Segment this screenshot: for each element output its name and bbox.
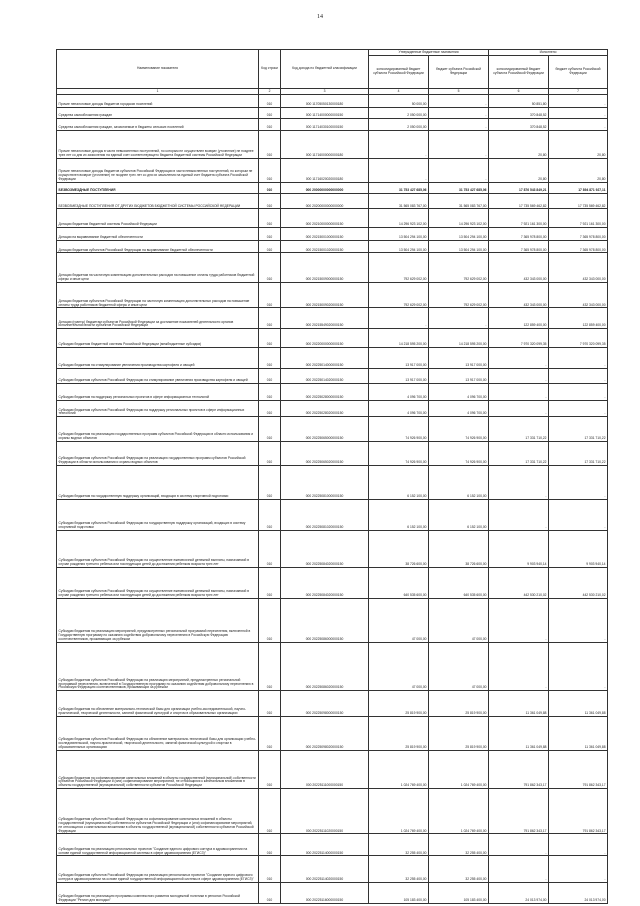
row-executed-subject: 7 365 978 800,00 bbox=[549, 228, 608, 241]
row-executed-subject: 432 343 000,00 bbox=[549, 253, 608, 283]
table-row bbox=[57, 209, 608, 228]
row-approved-cons: 2 050 000,00 bbox=[369, 108, 429, 119]
row-approved-subject: 1 024 769 400,00 bbox=[429, 750, 489, 789]
row-kbk: 000 11705050130000180 bbox=[281, 95, 369, 108]
table-row bbox=[57, 691, 608, 716]
row-kbk: 000 20225014000000150 bbox=[281, 348, 369, 369]
row-executed-subject: - bbox=[549, 598, 608, 642]
row-approved-cons: - bbox=[369, 158, 429, 182]
row-executed-subject: 20,80 bbox=[549, 158, 608, 182]
row-kbk: 000 11714000000000150 bbox=[281, 108, 369, 119]
row-executed-cons: 24 013 974,00 bbox=[489, 882, 549, 903]
row-approved-subject: - bbox=[429, 308, 489, 329]
row-kbk: 000 20210000000000150 bbox=[281, 209, 369, 228]
row-approved-cons: 14 296 923 102,00 bbox=[369, 209, 429, 228]
row-code: 010 bbox=[259, 856, 281, 882]
row-code: 010 bbox=[259, 789, 281, 834]
table-row bbox=[57, 384, 608, 401]
table-row bbox=[57, 750, 608, 789]
row-approved-cons: 47 000,00 bbox=[369, 598, 429, 642]
row-name: Субсидии бюджетам на реализацию государственных программ субъектов Российской Федерации в области использования и охраны водных объектов bbox=[57, 417, 259, 441]
row-executed-cons: - bbox=[489, 465, 549, 499]
row-name: Субсидии бюджетам на реализацию мероприятий, предусмотренных региональной программой переселения, включенной в Государственную программу по оказанию содействия добровольному переселению в Российскую Федерацию соотечественников, проживающих за рубежом bbox=[57, 598, 259, 642]
row-name: Субсидии бюджетам на реализацию программы комплексного развития молодежной политики в регионах Российской Федерации "Регион для молодых" bbox=[57, 882, 259, 903]
row-approved-cons: 13 917 000,00 bbox=[369, 368, 429, 383]
row-executed-cons: 7 970 320 099,35 bbox=[489, 329, 549, 348]
row-name: Дотации на выравнивание бюджетной обеспеченности bbox=[57, 228, 259, 241]
row-approved-subject: 640 535 600,00 bbox=[429, 568, 489, 599]
row-approved-subject: 6 152 100,00 bbox=[429, 465, 489, 499]
row-code: 010 bbox=[259, 568, 281, 599]
row-approved-cons: 74 926 900,00 bbox=[369, 441, 429, 465]
row-kbk: 000 20215549020000150 bbox=[281, 308, 369, 329]
row-code: 010 bbox=[259, 348, 281, 369]
row-name: Прочие неналоговые доходы бюджетов субъектов Российской Федерации в части невыясненных поступлений, по которым не осуществлен возврат (уточнение) не позднее трех лет со дня их зачисления на единый счет бюджета субъекта Российской Федерации bbox=[57, 158, 259, 182]
header-approved: Утвержденные бюджетные назначения bbox=[369, 50, 489, 56]
table-row bbox=[57, 368, 608, 383]
row-kbk: 000 20225065000000150 bbox=[281, 417, 369, 441]
table-row bbox=[57, 228, 608, 241]
row-executed-subject: - bbox=[549, 465, 608, 499]
row-name: Субсидии бюджетам на обновление материально-технической базы для организации учебно-исследовательской, научно-практической, творческой деятельности, занятий физической культурой и спортом в образовательных организациях bbox=[57, 691, 259, 716]
row-approved-cons: 640 535 600,00 bbox=[369, 568, 429, 599]
row-executed-cons: 122 859 400,00 bbox=[489, 308, 549, 329]
row-executed-cons: 11 361 049,88 bbox=[489, 716, 549, 750]
row-name: Средства самообложения граждан, зачисляемые в бюджеты сельских поселений bbox=[57, 119, 259, 131]
row-executed-subject: 7 970 320 099,35 bbox=[549, 329, 608, 348]
row-approved-subject: - bbox=[429, 108, 489, 119]
row-executed-cons: 791 862 343,17 bbox=[489, 789, 549, 834]
row-name: Субсидии бюджетам субъектов Российской Федерации на осуществление ежемесячной денежной выплаты, назначаемой в случае рождения третьего ребенка или последующих детей до достижения ребенком возраста трех лет bbox=[57, 568, 259, 599]
row-executed-cons: 20,80 bbox=[489, 131, 549, 159]
row-executed-subject: - bbox=[549, 834, 608, 856]
row-code: 010 bbox=[259, 441, 281, 465]
row-name: Субсидии бюджетам на реализацию региональных проектов "Создание единого цифрового контура в здравоохранении на основе единой государственной информационной системы в сфере здравоохранения (ЕГИСЗ)" bbox=[57, 834, 259, 856]
row-code: 010 bbox=[259, 642, 281, 690]
row-approved-cons: 50 000,00 bbox=[369, 95, 429, 108]
row-executed-cons: 17 735 569 462,82 bbox=[489, 194, 549, 209]
row-name: БЕЗВОЗМЕЗДНЫЕ ПОСТУПЛЕНИЯ bbox=[57, 183, 259, 194]
header-executed: Исполнено bbox=[489, 50, 608, 56]
row-name: Субсидии бюджетам на поддержку региональных проектов в сфере информационных технологий bbox=[57, 384, 259, 401]
column-number: 1 bbox=[57, 89, 259, 95]
row-kbk: 000 20215009000000150 bbox=[281, 253, 369, 283]
row-name: Субсидии бюджетам субъектов Российской Федерации на обновление материально-технической базы для организации учебно-исследовательской, научно-практической, творческой деятельности, занятий физической культурой и спортом в образовательных организациях bbox=[57, 716, 259, 750]
row-approved-cons: 6 152 100,00 bbox=[369, 499, 429, 530]
row-executed-cons: 11 361 049,88 bbox=[489, 691, 549, 716]
header-approved-subject: бюджет субъекта Российской Федерации bbox=[429, 56, 489, 89]
header-code: Код строки bbox=[259, 50, 281, 89]
row-approved-cons: - bbox=[369, 131, 429, 159]
row-kbk: 000 20225084020000150 bbox=[281, 530, 369, 567]
row-approved-subject: 32 255 400,00 bbox=[429, 856, 489, 882]
row-approved-cons: 32 255 400,00 bbox=[369, 834, 429, 856]
table-row bbox=[57, 183, 608, 194]
row-kbk: 000 20215001020000150 bbox=[281, 241, 369, 253]
row-approved-subject: 25 819 900,00 bbox=[429, 691, 489, 716]
row-approved-subject: 13 504 294 100,00 bbox=[429, 241, 489, 253]
row-approved-subject: - bbox=[429, 119, 489, 131]
row-kbk: 000 20225065020000150 bbox=[281, 441, 369, 465]
row-kbk: 000 20225086020000150 bbox=[281, 642, 369, 690]
row-approved-subject: 74 926 900,00 bbox=[429, 417, 489, 441]
row-kbk: 000 20000000000000000 bbox=[281, 183, 369, 194]
column-number: 2 bbox=[259, 89, 281, 95]
page-number: 14 bbox=[317, 14, 323, 20]
row-executed-cons: 7 365 978 800,00 bbox=[489, 228, 549, 241]
row-executed-cons: - bbox=[489, 368, 549, 383]
row-name: Субсидии бюджетам субъектов Российской Федерации на поддержку региональных проектов в сфере информационных технологий bbox=[57, 400, 259, 417]
column-number: 5 bbox=[429, 89, 489, 95]
row-approved-subject: 31 753 427 685,06 bbox=[429, 183, 489, 194]
row-kbk: 000 20215001000000150 bbox=[281, 228, 369, 241]
row-approved-cons: 13 917 000,00 bbox=[369, 348, 429, 369]
table-row bbox=[57, 283, 608, 308]
table-row bbox=[57, 642, 608, 690]
row-executed-subject: - bbox=[549, 856, 608, 882]
row-code: 010 bbox=[259, 241, 281, 253]
row-approved-subject: 74 926 900,00 bbox=[429, 441, 489, 465]
table-row bbox=[57, 308, 608, 329]
row-approved-subject: 32 255 400,00 bbox=[429, 834, 489, 856]
row-kbk: 000 20225111020000150 bbox=[281, 789, 369, 834]
column-number: 7 bbox=[549, 89, 608, 95]
row-executed-cons: - bbox=[489, 384, 549, 401]
row-executed-subject: 9 903 940,14 bbox=[549, 530, 608, 567]
row-approved-subject: 1 024 769 400,00 bbox=[429, 789, 489, 834]
row-approved-cons: 32 255 400,00 bbox=[369, 856, 429, 882]
row-executed-subject: 24 013 974,00 bbox=[549, 882, 608, 903]
table-row bbox=[57, 158, 608, 182]
row-kbk: 000 20225028000000150 bbox=[281, 384, 369, 401]
row-executed-cons: - bbox=[489, 348, 549, 369]
row-name: Субсидии бюджетам на стимулирование увеличения производства картофеля и овощей bbox=[57, 348, 259, 369]
row-approved-subject: 47 000,00 bbox=[429, 598, 489, 642]
row-name: Прочие неналоговые доходы бюджетов городских поселений bbox=[57, 95, 259, 108]
row-kbk: 000 20225014020000150 bbox=[281, 368, 369, 383]
row-name: Субсидии бюджетам субъектов Российской Федерации на софинансирование капитальных вложений в объекты государственной (муниципальной) собственности субъектов Российской Федерации и (или) софинансирование мероприятий, не относящихся к капитальным вложениям в объекты государственной (муниципальной) собственности субъектов Российской Федерации bbox=[57, 789, 259, 834]
row-executed-cons: - bbox=[489, 642, 549, 690]
row-approved-cons: - bbox=[369, 308, 429, 329]
row-approved-subject: 4 096 700,00 bbox=[429, 384, 489, 401]
table-row bbox=[57, 499, 608, 530]
row-code: 010 bbox=[259, 384, 281, 401]
row-approved-cons: 4 096 700,00 bbox=[369, 384, 429, 401]
row-approved-cons: 4 096 700,00 bbox=[369, 400, 429, 417]
row-executed-cons: 432 343 000,00 bbox=[489, 283, 549, 308]
row-approved-cons: 47 000,00 bbox=[369, 642, 429, 690]
row-kbk: 000 11716020020000180 bbox=[281, 158, 369, 182]
row-kbk: 000 20225086000000150 bbox=[281, 598, 369, 642]
row-kbk: 000 20225028020000150 bbox=[281, 400, 369, 417]
row-approved-cons: 1 024 769 400,00 bbox=[369, 750, 429, 789]
row-kbk: 000 20225114000000150 bbox=[281, 834, 369, 856]
row-name: Субсидии бюджетам субъектов Российской Федерации на реализацию мероприятий, предусмотренных региональной программой переселения, включенной в Государственную программу по оказанию содействия добровольному переселению в Российскую Федерацию соотечественников, проживающих за рубежом bbox=[57, 642, 259, 690]
row-executed-subject: - bbox=[549, 499, 608, 530]
row-approved-subject: 4 096 700,00 bbox=[429, 400, 489, 417]
row-name: Субсидии бюджетам субъектов Российской Федерации на реализацию государственных программ субъектов Российской Федерации в области использования и охраны водных объектов bbox=[57, 441, 259, 465]
row-executed-subject: - bbox=[549, 642, 608, 690]
row-executed-cons: 17 331 710,22 bbox=[489, 441, 549, 465]
table-row bbox=[57, 834, 608, 856]
row-approved-subject: - bbox=[429, 95, 489, 108]
table-row bbox=[57, 241, 608, 253]
row-code: 010 bbox=[259, 882, 281, 903]
table-row bbox=[57, 568, 608, 599]
row-kbk: 000 11714030100000150 bbox=[281, 119, 369, 131]
row-kbk: 000 20225111000000150 bbox=[281, 750, 369, 789]
table-row bbox=[57, 400, 608, 417]
row-kbk: 000 20220000000000150 bbox=[281, 329, 369, 348]
row-kbk: 000 20225098020000150 bbox=[281, 716, 369, 750]
row-executed-subject: 11 361 049,88 bbox=[549, 691, 608, 716]
row-executed-cons: 7 365 978 800,00 bbox=[489, 241, 549, 253]
row-code: 010 bbox=[259, 368, 281, 383]
row-name: Дотации бюджетам бюджетной системы Российской Федерации bbox=[57, 209, 259, 228]
row-approved-subject: 14 218 595 200,00 bbox=[429, 329, 489, 348]
row-executed-cons: 791 862 343,17 bbox=[489, 750, 549, 789]
row-code: 010 bbox=[259, 131, 281, 159]
row-kbk: 000 20225081000000150 bbox=[281, 465, 369, 499]
row-executed-subject: 17 894 871 927,11 bbox=[549, 183, 608, 194]
column-number: 4 bbox=[369, 89, 429, 95]
row-executed-cons: 442 530 210,02 bbox=[489, 568, 549, 599]
row-executed-cons: - bbox=[489, 598, 549, 642]
row-approved-cons: 792 629 002,00 bbox=[369, 253, 429, 283]
row-executed-cons: 370 848,52 bbox=[489, 108, 549, 119]
row-code: 010 bbox=[259, 750, 281, 789]
table-row bbox=[57, 530, 608, 567]
row-approved-subject: 13 504 294 100,00 bbox=[429, 228, 489, 241]
row-kbk: 000 20225084020000150 bbox=[281, 568, 369, 599]
revenue-table bbox=[56, 49, 608, 904]
header-approved-cons: консолидированный бюджет субъекта Российской Федерации bbox=[369, 56, 429, 89]
row-approved-subject: 38 726 600,00 bbox=[429, 530, 489, 567]
row-executed-subject: - bbox=[549, 95, 608, 108]
row-code: 010 bbox=[259, 119, 281, 131]
row-approved-subject: 14 296 923 102,00 bbox=[429, 209, 489, 228]
row-name: Дотации бюджетам на частичную компенсацию дополнительных расходов на повышение оплаты труда работников бюджетной сферы и иные цели bbox=[57, 253, 259, 283]
row-executed-cons: 17 331 710,22 bbox=[489, 417, 549, 441]
row-approved-cons: 74 926 900,00 bbox=[369, 417, 429, 441]
row-code: 010 bbox=[259, 530, 281, 567]
header-kbk: Код дохода по бюджетной классификации bbox=[281, 50, 369, 89]
row-kbk: 000 11716000000000180 bbox=[281, 131, 369, 159]
row-executed-subject: - bbox=[549, 368, 608, 383]
row-name: Дотации бюджетам субъектов Российской Федерации на выравнивание бюджетной обеспеченности bbox=[57, 241, 259, 253]
row-code: 010 bbox=[259, 183, 281, 194]
row-executed-subject: 432 343 000,00 bbox=[549, 283, 608, 308]
row-name: Субсидии бюджетам на софинансирование капитальных вложений в объекты государственной (муниципальной) собственности субъектов Российской Федерации и (или) софинансирование мероприятий, не относящихся к капитальным вложениям в объекты государственной (муниципальной) собственности субъектов Российской Федерации bbox=[57, 750, 259, 789]
row-executed-subject: 122 859 400,00 bbox=[549, 308, 608, 329]
table-row bbox=[57, 253, 608, 283]
row-code: 010 bbox=[259, 716, 281, 750]
row-code: 010 bbox=[259, 598, 281, 642]
row-approved-subject: 25 819 900,00 bbox=[429, 716, 489, 750]
row-executed-cons: 50 851,80 bbox=[489, 95, 549, 108]
row-approved-subject: 105 183 400,00 bbox=[429, 882, 489, 903]
row-executed-cons: 370 848,52 bbox=[489, 119, 549, 131]
table-row bbox=[57, 789, 608, 834]
row-kbk: 000 20200000000000000 bbox=[281, 194, 369, 209]
row-name: Субсидии бюджетам субъектов Российской Федерации на реализацию региональных проектов "Создание единого цифрового контура в здравоохранении на основе единой государственной информационной системы в сфере здравоохранения (ЕГИСЗ)" bbox=[57, 856, 259, 882]
row-approved-cons: 38 726 600,00 bbox=[369, 530, 429, 567]
row-code: 010 bbox=[259, 158, 281, 182]
table-row bbox=[57, 417, 608, 441]
table-row bbox=[57, 598, 608, 642]
row-name: Субсидии бюджетам субъектов Российской Федерации на осуществление ежемесячной денежной выплаты, назначаемой в случае рождения третьего ребенка или последующих детей до достижения ребенком возраста трех лет bbox=[57, 530, 259, 567]
row-executed-subject: 20,80 bbox=[549, 131, 608, 159]
row-approved-cons: 31 753 427 685,06 bbox=[369, 183, 429, 194]
table-row bbox=[57, 119, 608, 131]
row-approved-cons: 14 218 595 200,00 bbox=[369, 329, 429, 348]
row-approved-cons: 2 050 000,00 bbox=[369, 119, 429, 131]
row-code: 010 bbox=[259, 228, 281, 241]
row-name: Субсидии бюджетам на государственную поддержку организаций, входящих в систему спортивной подготовки bbox=[57, 465, 259, 499]
row-code: 010 bbox=[259, 308, 281, 329]
table-row bbox=[57, 716, 608, 750]
row-name: Дотации (гранты) бюджетам субъектов Российской Федерации за достижение показателей деятельности органов исполнительной власти субъектов Российской Федерации bbox=[57, 308, 259, 329]
row-executed-subject: - bbox=[549, 384, 608, 401]
row-code: 010 bbox=[259, 834, 281, 856]
table-row bbox=[57, 194, 608, 209]
row-code: 010 bbox=[259, 209, 281, 228]
row-code: 010 bbox=[259, 417, 281, 441]
row-executed-cons: 9 903 940,14 bbox=[489, 530, 549, 567]
row-code: 010 bbox=[259, 465, 281, 499]
table-row bbox=[57, 882, 608, 903]
row-code: 010 bbox=[259, 400, 281, 417]
row-executed-subject: - bbox=[549, 119, 608, 131]
row-approved-cons: 31 565 083 767,00 bbox=[369, 194, 429, 209]
row-approved-subject: 31 565 083 767,00 bbox=[429, 194, 489, 209]
row-approved-subject: 47 000,00 bbox=[429, 642, 489, 690]
table-row bbox=[57, 95, 608, 108]
table-row bbox=[57, 465, 608, 499]
row-executed-cons: 432 343 000,00 bbox=[489, 253, 549, 283]
row-approved-cons: 792 629 002,00 bbox=[369, 283, 429, 308]
row-executed-subject: 7 365 978 800,00 bbox=[549, 241, 608, 253]
row-executed-cons: 7 921 161 300,00 bbox=[489, 209, 549, 228]
row-executed-subject: - bbox=[549, 348, 608, 369]
row-executed-cons: - bbox=[489, 834, 549, 856]
row-kbk: 000 20225114020000150 bbox=[281, 856, 369, 882]
row-approved-subject: 6 152 100,00 bbox=[429, 499, 489, 530]
row-approved-subject: - bbox=[429, 131, 489, 159]
row-approved-cons: 105 183 400,00 bbox=[369, 882, 429, 903]
table-row bbox=[57, 131, 608, 159]
row-approved-cons: 1 024 769 400,00 bbox=[369, 789, 429, 834]
header-name: Наименование показателя bbox=[57, 50, 259, 89]
row-name: Средства самообложения граждан bbox=[57, 108, 259, 119]
table-row bbox=[57, 856, 608, 882]
row-kbk: 000 20225081020000150 bbox=[281, 499, 369, 530]
row-approved-subject: - bbox=[429, 158, 489, 182]
row-executed-cons: 20,80 bbox=[489, 158, 549, 182]
row-approved-subject: 792 629 002,00 bbox=[429, 283, 489, 308]
row-name: Субсидии бюджетам субъектов Российской Федерации на стимулирование увеличения производства картофеля и овощей bbox=[57, 368, 259, 383]
row-executed-cons: - bbox=[489, 400, 549, 417]
row-code: 010 bbox=[259, 253, 281, 283]
row-executed-subject: 11 361 049,88 bbox=[549, 716, 608, 750]
column-number: 6 bbox=[489, 89, 549, 95]
row-approved-subject: 13 917 000,00 bbox=[429, 368, 489, 383]
row-kbk: 000 20215009020000150 bbox=[281, 283, 369, 308]
row-name: Субсидии бюджетам субъектов Российской Федерации на государственную поддержку организаций, входящих в систему спортивной подготовки bbox=[57, 499, 259, 530]
table-row bbox=[57, 108, 608, 119]
row-name: БЕЗВОЗМЕЗДНЫЕ ПОСТУПЛЕНИЯ ОТ ДРУГИХ БЮДЖЕТОВ БЮДЖЕТНОЙ СИСТЕМЫ РОССИЙСКОЙ ФЕДЕРАЦИИ bbox=[57, 194, 259, 209]
row-code: 010 bbox=[259, 194, 281, 209]
row-name: Дотации бюджетам субъектов Российской Федерации на частичную компенсацию дополнительных расходов на повышение оплаты труда работников бюджетной сферы и иные цели bbox=[57, 283, 259, 308]
row-approved-cons: 6 152 100,00 bbox=[369, 465, 429, 499]
row-executed-subject: 7 921 161 300,00 bbox=[549, 209, 608, 228]
row-approved-subject: 792 629 002,00 bbox=[429, 253, 489, 283]
row-executed-subject: - bbox=[549, 400, 608, 417]
row-approved-cons: 25 819 900,00 bbox=[369, 691, 429, 716]
table-row bbox=[57, 348, 608, 369]
row-code: 010 bbox=[259, 691, 281, 716]
row-code: 010 bbox=[259, 108, 281, 119]
row-approved-cons: 25 819 900,00 bbox=[369, 716, 429, 750]
row-executed-subject: 17 331 710,22 bbox=[549, 417, 608, 441]
table-row bbox=[57, 329, 608, 348]
row-kbk: 000 20225116000000150 bbox=[281, 882, 369, 903]
header-executed-subject: бюджет субъекта Российской Федерации bbox=[549, 56, 608, 89]
row-executed-subject: 17 331 710,22 bbox=[549, 441, 608, 465]
row-code: 010 bbox=[259, 95, 281, 108]
row-code: 010 bbox=[259, 283, 281, 308]
row-approved-subject: 13 917 000,00 bbox=[429, 348, 489, 369]
row-kbk: 000 20225098000000150 bbox=[281, 691, 369, 716]
header-executed-cons: консолидированный бюджет субъекта Российской Федерации bbox=[489, 56, 549, 89]
row-approved-cons: 13 504 294 100,00 bbox=[369, 241, 429, 253]
row-executed-cons: - bbox=[489, 856, 549, 882]
row-executed-cons: - bbox=[489, 499, 549, 530]
row-code: 010 bbox=[259, 499, 281, 530]
row-executed-subject: - bbox=[549, 108, 608, 119]
row-code: 010 bbox=[259, 329, 281, 348]
row-executed-subject: 791 862 343,17 bbox=[549, 750, 608, 789]
row-name: Прочие неналоговые доходы в части невыясненных поступлений, по которым не осуществлен возврат (уточнение) не позднее трех лет со дня их зачисления на единый счет соответствующего бюджета бюджетной системы Российской Федерации bbox=[57, 131, 259, 159]
row-executed-subject: 17 735 569 462,82 bbox=[549, 194, 608, 209]
row-executed-subject: 791 862 343,17 bbox=[549, 789, 608, 834]
row-approved-cons: 13 504 294 100,00 bbox=[369, 228, 429, 241]
table-row bbox=[57, 441, 608, 465]
row-executed-subject: 442 530 210,02 bbox=[549, 568, 608, 599]
row-name: Субсидии бюджетам бюджетной системы Российской Федерации (межбюджетные субсидии) bbox=[57, 329, 259, 348]
column-number: 3 bbox=[281, 89, 369, 95]
row-executed-cons: 17 876 543 849,21 bbox=[489, 183, 549, 194]
